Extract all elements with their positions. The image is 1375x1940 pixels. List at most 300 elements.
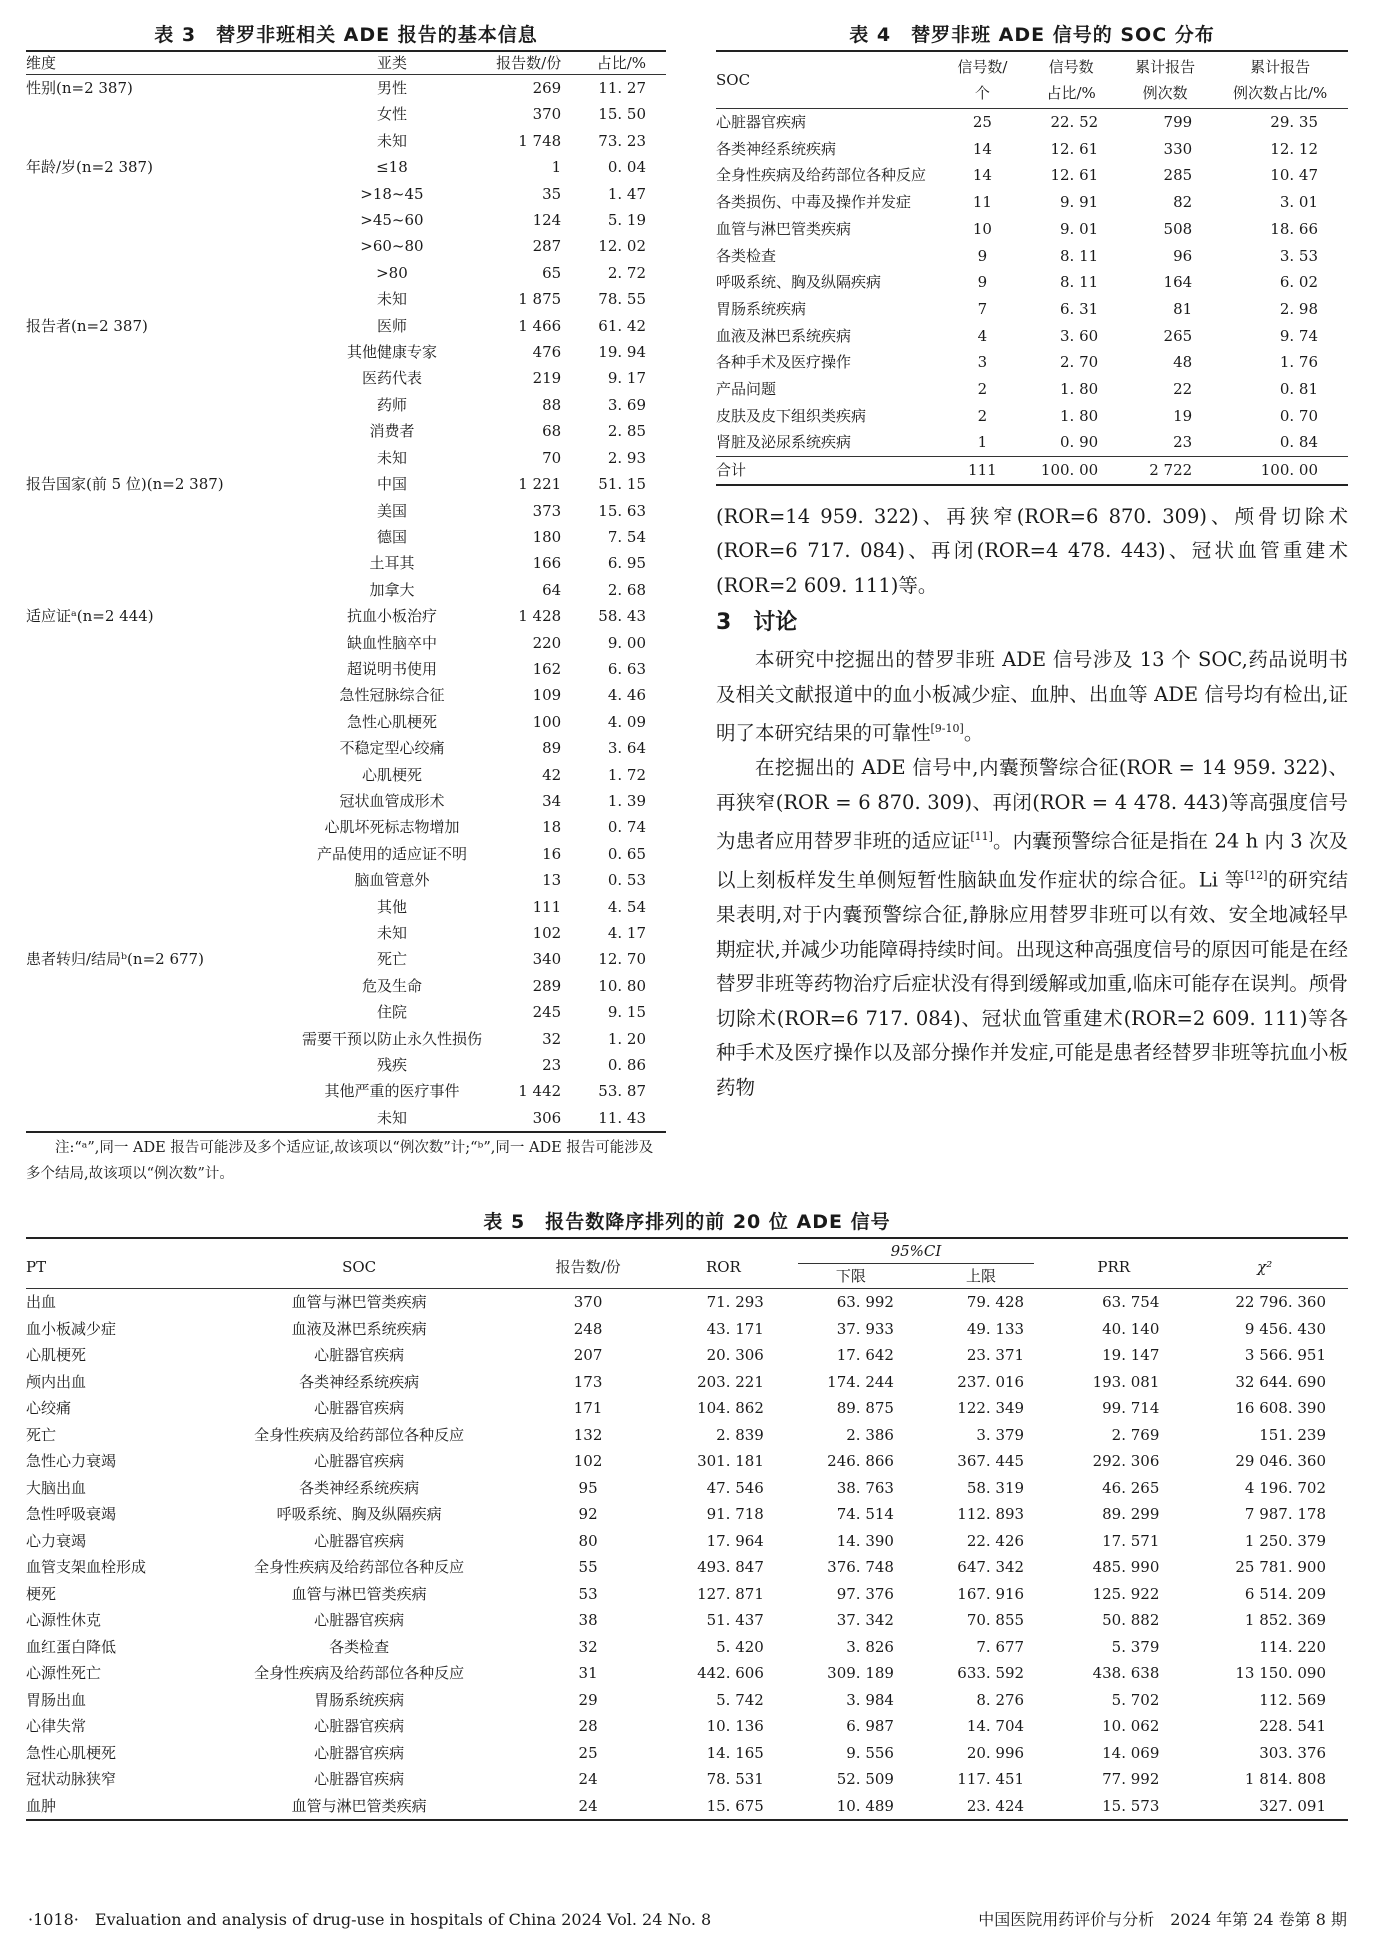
count-cell: 31 xyxy=(578,1664,598,1682)
percent-cell: 11. 43 xyxy=(598,1108,646,1127)
count-cell: 220 xyxy=(532,633,562,652)
table5-header-lower: 下限 xyxy=(835,1267,866,1285)
table3-row xyxy=(26,920,666,946)
chi-square-cell: 29 046. 360 xyxy=(1235,1452,1326,1470)
dimension-cell xyxy=(26,260,292,286)
table5-row xyxy=(26,1369,1348,1396)
table4-header-soc: SOC xyxy=(716,71,751,89)
count-cell: 306 xyxy=(532,1108,562,1127)
soc-cell: 心脏器官疾病 xyxy=(314,1743,405,1762)
prr-cell: 14. 069 xyxy=(1102,1743,1160,1762)
signal-count-cell: 7 xyxy=(977,299,988,318)
count-cell: 53 xyxy=(578,1584,598,1603)
table5-header-upper: 上限 xyxy=(966,1267,997,1285)
cum-percent-cell: 0. 81 xyxy=(1279,380,1318,399)
signal-count-cell: 11 xyxy=(972,193,992,212)
ci-upper-cell: 3. 379 xyxy=(976,1425,1025,1444)
paragraph-text: 在挖掘出的 ADE 信号中,内囊预警综合征(ROR = 14 959. 322)、再狭窄(ROR = 6 870. 309)、再闭(ROR = 4 478. 443)等高强度信号为患者应用替罗非班的适应证 xyxy=(716,756,1348,853)
dimension-cell xyxy=(26,788,292,814)
chi-square-cell: 1 814. 808 xyxy=(1244,1770,1326,1788)
count-cell: 1 428 xyxy=(518,607,562,626)
percent-cell: 3. 69 xyxy=(607,395,646,414)
table3-row xyxy=(26,973,666,999)
ci-lower-cell: 37. 933 xyxy=(836,1319,894,1338)
table5-row xyxy=(26,1448,1348,1475)
soc-cell: 各类检查 xyxy=(716,246,777,265)
subcategory-cell: 未知 xyxy=(376,1108,407,1127)
cum-reports-cell: 23 xyxy=(1173,433,1193,452)
table4 xyxy=(716,50,1348,486)
soc-cell: 血液及淋巴系统疾病 xyxy=(291,1319,427,1338)
cum-percent-cell: 12. 12 xyxy=(1270,139,1318,158)
subcategory-cell: 中国 xyxy=(376,475,407,494)
pt-cell: 胃肠出血 xyxy=(26,1690,87,1709)
ci-lower-cell: 97. 376 xyxy=(836,1584,894,1603)
table3-row xyxy=(26,286,666,312)
dimension-cell xyxy=(26,181,292,207)
ror-cell: 301. 181 xyxy=(697,1452,764,1470)
ci-lower-cell: 10. 489 xyxy=(836,1796,894,1815)
table3-header-subcategory: 亚类 xyxy=(376,54,407,72)
dimension-cell xyxy=(26,207,292,233)
header-line: 累计报告 xyxy=(1250,58,1311,76)
dimension-cell xyxy=(26,867,292,893)
pt-cell: 血肿 xyxy=(26,1796,57,1815)
prr-cell: 50. 882 xyxy=(1102,1611,1160,1629)
pt-cell: 心力衰竭 xyxy=(26,1531,87,1550)
ci-upper-cell: 7. 677 xyxy=(976,1637,1025,1656)
citation-ref: [11] xyxy=(970,830,993,844)
paragraph-text: 。 xyxy=(963,721,984,745)
table5-row xyxy=(26,1395,1348,1422)
percent-cell: 58. 43 xyxy=(598,607,646,626)
table5-header-chi-square: χ² xyxy=(1257,1257,1273,1276)
ror-cell: 47. 546 xyxy=(706,1478,764,1497)
chi-square-cell: 151. 239 xyxy=(1259,1425,1326,1444)
paragraph-text: 。内囊预警综合征是指在 24 h 内 3 次及以上刻板样发生单侧短暂性脑缺血发作症状的综合征。Li 等 xyxy=(716,829,1348,892)
dimension-cell xyxy=(26,682,292,708)
table3-row xyxy=(26,101,666,127)
table3-row xyxy=(26,445,666,471)
percent-cell: 0. 65 xyxy=(607,844,646,863)
chi-square-cell: 228. 541 xyxy=(1259,1717,1326,1735)
table4-row xyxy=(716,429,1348,456)
soc-cell: 产品问题 xyxy=(716,380,777,399)
citation-ref: [9-10] xyxy=(930,722,964,736)
dimension-cell xyxy=(26,365,292,391)
pt-cell: 心肌梗死 xyxy=(26,1346,87,1364)
subcategory-cell: >45~60 xyxy=(360,211,424,230)
prr-cell: 5. 702 xyxy=(1111,1690,1160,1709)
table3-row xyxy=(26,630,666,656)
percent-cell: 0. 53 xyxy=(607,871,646,890)
count-cell: 269 xyxy=(532,79,562,97)
cum-percent-cell: 1. 76 xyxy=(1279,353,1318,372)
table4-row xyxy=(716,349,1348,376)
prr-cell: 5. 379 xyxy=(1111,1637,1160,1656)
table3-body xyxy=(26,75,666,1133)
table5-row xyxy=(26,1289,1348,1316)
signal-count-cell: 3 xyxy=(977,353,988,372)
subcategory-cell: 死亡 xyxy=(376,950,407,969)
ci-lower-cell: 376. 748 xyxy=(827,1558,894,1576)
ror-cell: 5. 742 xyxy=(716,1690,764,1709)
cum-reports-cell: 330 xyxy=(1163,139,1193,158)
ci-upper-cell: 633. 592 xyxy=(957,1664,1025,1682)
table5-header-pt: PT xyxy=(26,1257,47,1276)
ci-lower-cell: 9. 556 xyxy=(846,1743,894,1762)
dimension-cell xyxy=(26,841,292,867)
soc-cell: 全身性疾病及给药部位各种反应 xyxy=(254,1558,465,1576)
percent-cell: 2. 93 xyxy=(607,448,646,467)
table3-row xyxy=(26,709,666,735)
prr-cell: 17. 571 xyxy=(1102,1531,1160,1550)
table4-row xyxy=(716,243,1348,270)
count-cell: 1 xyxy=(551,158,562,177)
signal-percent-cell: 1. 80 xyxy=(1060,380,1099,399)
ror-cell: 51. 437 xyxy=(706,1611,764,1629)
subcategory-cell: >18~45 xyxy=(360,184,424,203)
table4-body xyxy=(716,109,1348,485)
table3-row xyxy=(26,365,666,391)
ror-cell: 442. 606 xyxy=(697,1664,764,1682)
count-cell: 70 xyxy=(542,448,562,467)
table3-header-dimension: 维度 xyxy=(26,54,57,72)
subcategory-cell: 未知 xyxy=(376,448,407,467)
table5-header-count: 报告数/份 xyxy=(555,1257,621,1276)
ror-cell: 127. 871 xyxy=(697,1584,764,1603)
percent-cell: 1. 39 xyxy=(607,791,646,810)
table3-row xyxy=(26,550,666,576)
chi-square-cell: 327. 091 xyxy=(1259,1796,1326,1815)
subcategory-cell: >60~80 xyxy=(360,237,424,256)
percent-cell: 0. 86 xyxy=(607,1056,646,1075)
soc-cell: 全身性疾病及给药部位各种反应 xyxy=(716,166,927,185)
table5-row xyxy=(26,1316,1348,1343)
count-cell: 180 xyxy=(532,527,562,546)
pt-cell: 血管支架血栓形成 xyxy=(26,1558,147,1576)
table5-row xyxy=(26,1660,1348,1687)
percent-cell: 2. 72 xyxy=(607,263,646,282)
subcategory-cell: 超说明书使用 xyxy=(346,659,437,678)
ci-lower-cell: 38. 763 xyxy=(836,1478,894,1497)
count-cell: 13 xyxy=(542,871,562,890)
cum-percent-cell: 100. 00 xyxy=(1212,457,1348,485)
ci-lower-cell: 174. 244 xyxy=(827,1372,894,1391)
paragraph-text: 的研究结果表明,对于内囊预警综合征,静脉应用替罗非班可以有效、安全地减轻早期症状,并减少功能障碍持续时间。出现这种高强度信号的原因可能是在经替罗非班等药物治疗后症状没有得到缓解或加重,临床可能存在误判。颅骨切除术(ROR=6 717. 084)、冠状血管重建术(ROR=2 609. 111)等各种手术及医疗操作以及部分操作并发症,可能是患者经替罗非班等抗血小板药物 xyxy=(716,868,1348,1099)
table3-row xyxy=(26,181,666,207)
dimension-cell xyxy=(26,709,292,735)
signal-percent-cell: 22. 52 xyxy=(1050,113,1099,131)
table3-row xyxy=(26,656,666,682)
table4-row xyxy=(716,216,1348,243)
ci-lower-cell: 52. 509 xyxy=(836,1770,894,1788)
subcategory-cell: 心肌梗死 xyxy=(361,765,422,784)
count-cell: 166 xyxy=(532,554,562,573)
count-cell: 88 xyxy=(542,395,562,414)
soc-cell: 血液及淋巴系统疾病 xyxy=(716,326,852,345)
soc-cell: 血管与淋巴管类疾病 xyxy=(291,1796,427,1815)
percent-cell: 1. 72 xyxy=(607,765,646,784)
dimension-cell xyxy=(26,656,292,682)
table5-header-soc: SOC xyxy=(342,1257,377,1276)
soc-cell: 呼吸系统、胸及纵隔疾病 xyxy=(716,273,882,292)
cum-percent-cell: 29. 35 xyxy=(1270,113,1318,131)
pt-cell: 急性心力衰竭 xyxy=(26,1452,117,1470)
table4-row xyxy=(716,109,1348,136)
soc-cell: 各类检查 xyxy=(329,1637,390,1656)
table3-row xyxy=(26,867,666,893)
signal-percent-cell: 3. 60 xyxy=(1060,326,1099,345)
percent-cell: 1. 20 xyxy=(607,1029,646,1048)
count-cell: 28 xyxy=(578,1717,598,1735)
signal-count-cell: 14 xyxy=(972,139,992,158)
percent-cell: 4. 46 xyxy=(607,686,646,705)
chi-square-cell: 303. 376 xyxy=(1259,1743,1326,1762)
signal-percent-cell: 9. 91 xyxy=(1060,193,1099,212)
percent-cell: 4. 09 xyxy=(607,712,646,731)
subcategory-cell: 加拿大 xyxy=(369,580,415,599)
dimension-cell: 患者转归/结局ᵇ(n=2 677) xyxy=(26,950,204,969)
chi-square-cell: 6 514. 209 xyxy=(1244,1584,1326,1603)
percent-cell: 6. 63 xyxy=(607,659,646,678)
table4-row xyxy=(716,296,1348,323)
count-cell: 32 xyxy=(578,1637,598,1656)
prr-cell: 15. 573 xyxy=(1102,1796,1160,1815)
signal-count-cell: 14 xyxy=(972,166,992,185)
count-cell: 287 xyxy=(532,237,562,256)
dimension-cell: 适应证ᵃ(n=2 444) xyxy=(26,607,154,626)
dimension-cell: 报告者(n=2 387) xyxy=(26,316,148,335)
soc-cell: 各类神经系统疾病 xyxy=(299,1478,420,1497)
dimension-cell xyxy=(26,1105,292,1132)
subcategory-cell: 未知 xyxy=(376,131,407,150)
cum-reports-cell: 48 xyxy=(1173,353,1193,372)
soc-cell: 呼吸系统、胸及纵隔疾病 xyxy=(276,1505,442,1523)
ror-cell: 78. 531 xyxy=(706,1770,764,1788)
count-cell: 1 442 xyxy=(518,1082,562,1101)
subcategory-cell: 消费者 xyxy=(369,422,415,441)
table4-row xyxy=(716,376,1348,403)
percent-cell: 2. 85 xyxy=(607,422,646,441)
soc-cell: 心脏器官疾病 xyxy=(314,1452,405,1470)
count-cell: 102 xyxy=(573,1452,603,1470)
prr-cell: 485. 990 xyxy=(1092,1558,1160,1576)
ci-lower-cell: 74. 514 xyxy=(836,1505,894,1523)
percent-cell: 5. 19 xyxy=(607,211,646,230)
paragraph-discussion-2 xyxy=(716,751,1348,1105)
chi-square-cell: 4 196. 702 xyxy=(1244,1478,1326,1497)
count-cell: 245 xyxy=(532,1003,562,1022)
table3-row xyxy=(26,1026,666,1052)
count-cell: 171 xyxy=(573,1399,603,1417)
count-cell: 207 xyxy=(573,1346,603,1364)
chi-square-cell: 25 781. 900 xyxy=(1235,1558,1326,1576)
chi-square-cell: 1 852. 369 xyxy=(1244,1611,1326,1629)
ci-lower-cell: 309. 189 xyxy=(827,1664,894,1682)
table4-header-signal-percent xyxy=(1024,51,1118,109)
count-cell: 124 xyxy=(532,211,562,230)
ci-lower-cell: 14. 390 xyxy=(836,1531,894,1550)
subcategory-cell: 其他 xyxy=(376,897,407,916)
prr-cell: 438. 638 xyxy=(1092,1664,1160,1682)
signal-percent-cell: 6. 31 xyxy=(1060,299,1099,318)
dimension-cell xyxy=(26,128,292,154)
chi-square-cell: 1 250. 379 xyxy=(1244,1531,1326,1550)
soc-cell: 胃肠系统疾病 xyxy=(314,1690,405,1709)
dimension-cell xyxy=(26,550,292,576)
signal-count-cell: 111 xyxy=(941,457,1025,485)
count-cell: 162 xyxy=(532,659,562,678)
table3-row xyxy=(26,603,666,629)
subcategory-cell: 医药代表 xyxy=(361,369,422,388)
section-title-discussion: 3 讨论 xyxy=(716,610,798,636)
ci-upper-cell: 23. 371 xyxy=(966,1346,1025,1364)
signal-count-cell: 1 xyxy=(977,433,988,452)
table3-row xyxy=(26,207,666,233)
soc-cell: 心脏器官疾病 xyxy=(314,1399,405,1417)
soc-cell: 胃肠系统疾病 xyxy=(716,299,807,318)
table3-row xyxy=(26,498,666,524)
count-cell: 1 875 xyxy=(518,290,562,309)
percent-cell: 12. 70 xyxy=(598,950,646,969)
count-cell: 64 xyxy=(542,580,562,599)
table5-row xyxy=(26,1687,1348,1714)
signal-count-cell: 2 xyxy=(977,380,988,399)
table4-title: 表 4 替罗非班 ADE 信号的 SOC 分布 xyxy=(849,24,1215,46)
paragraph-discussion-1 xyxy=(716,643,1348,751)
count-cell: 23 xyxy=(542,1056,562,1075)
count-cell: 92 xyxy=(578,1505,598,1523)
table3-row xyxy=(26,128,666,154)
table3-header-row xyxy=(26,51,666,75)
percent-cell: 0. 04 xyxy=(607,158,646,177)
count-cell: 370 xyxy=(532,105,562,124)
percent-cell: 9. 15 xyxy=(607,1003,646,1022)
signal-percent-cell: 9. 01 xyxy=(1060,219,1099,238)
dimension-cell xyxy=(26,1026,292,1052)
table4-header-cum-reports xyxy=(1118,51,1212,109)
signal-percent-cell: 8. 11 xyxy=(1060,246,1099,265)
count-cell: 55 xyxy=(578,1558,598,1576)
ci-lower-cell: 246. 866 xyxy=(827,1452,894,1470)
subcategory-cell: 心肌坏死标志物增加 xyxy=(324,818,460,837)
percent-cell: 7. 54 xyxy=(607,527,646,546)
percent-cell: 53. 87 xyxy=(598,1082,646,1101)
count-cell: 42 xyxy=(542,765,562,784)
signal-percent-cell: 12. 61 xyxy=(1050,139,1099,158)
table3-row xyxy=(26,682,666,708)
dimension-cell xyxy=(26,445,292,471)
percent-cell: 73. 23 xyxy=(598,131,646,150)
table5-body xyxy=(26,1289,1348,1821)
soc-cell: 肾脏及泌尿系统疾病 xyxy=(716,433,852,452)
count-cell: 219 xyxy=(532,369,562,388)
table5-row xyxy=(26,1740,1348,1767)
dimension-cell xyxy=(26,577,292,603)
table3-row xyxy=(26,735,666,761)
table4-row xyxy=(716,403,1348,430)
ror-cell: 493. 847 xyxy=(697,1558,764,1576)
cum-percent-cell: 2. 98 xyxy=(1279,299,1318,318)
ci-upper-cell: 23. 424 xyxy=(966,1796,1025,1815)
percent-cell: 51. 15 xyxy=(598,475,646,494)
cum-percent-cell: 9. 74 xyxy=(1279,326,1318,345)
table5-row xyxy=(26,1766,1348,1793)
table3-title: 表 3 替罗非班相关 ADE 报告的基本信息 xyxy=(154,24,538,46)
ci-upper-cell: 79. 428 xyxy=(966,1293,1025,1311)
soc-cell: 血管与淋巴管类疾病 xyxy=(291,1584,427,1603)
table3-row xyxy=(26,788,666,814)
count-cell: 173 xyxy=(573,1372,603,1391)
footer-journal-chinese: 中国医院用药评价与分析 2024 年第 24 卷第 8 期 xyxy=(978,1910,1347,1929)
soc-cell: 全身性疾病及给药部位各种反应 xyxy=(254,1664,465,1682)
dimension-cell xyxy=(26,286,292,312)
header-line: 信号数 xyxy=(1048,58,1094,76)
table3-row xyxy=(26,313,666,339)
percent-cell: 1. 47 xyxy=(607,184,646,203)
header-line: 例次数 xyxy=(1142,84,1188,102)
ci-upper-cell: 8. 276 xyxy=(976,1690,1025,1709)
subcategory-cell: 需要干预以防止永久性损伤 xyxy=(301,1029,482,1048)
table4-header-signal-count xyxy=(941,51,1025,109)
ror-cell: 15. 675 xyxy=(706,1796,764,1815)
dimension-cell xyxy=(26,894,292,920)
subcategory-cell: 土耳其 xyxy=(369,554,415,573)
table3-row xyxy=(26,999,666,1025)
signal-percent-cell: 2. 70 xyxy=(1060,353,1099,372)
header-line: 占比/% xyxy=(1046,84,1096,102)
table3-header-percent: 占比/% xyxy=(596,54,646,72)
dimension-cell: 性别(n=2 387) xyxy=(26,79,133,97)
table3-row xyxy=(26,1078,666,1104)
cum-reports-cell: 19 xyxy=(1173,406,1193,425)
ci-upper-cell: 122. 349 xyxy=(957,1399,1025,1417)
soc-cell: 心脏器官疾病 xyxy=(716,113,807,131)
count-cell: 34 xyxy=(542,791,562,810)
table5-row xyxy=(26,1475,1348,1502)
count-cell: 111 xyxy=(532,897,562,916)
table3-row xyxy=(26,1105,666,1132)
table3-row xyxy=(26,471,666,497)
ror-cell: 104. 862 xyxy=(697,1399,764,1417)
table3-header-count: 报告数/份 xyxy=(496,54,562,72)
pt-cell: 血红蛋白降低 xyxy=(26,1637,117,1656)
table5-row xyxy=(26,1634,1348,1661)
table5-header-prr: PRR xyxy=(1097,1257,1131,1276)
count-cell: 370 xyxy=(573,1293,603,1311)
table3-note: 注:“ᵃ”,同一 ADE 报告可能涉及多个适应证,故该项以“例次数”计;“ᵇ”,同一 ADE 报告可能涉及多个结局,故该项以“例次数”计。 xyxy=(26,1140,654,1183)
count-cell: 16 xyxy=(542,844,562,863)
ror-cell: 14. 165 xyxy=(706,1743,764,1762)
table5-row xyxy=(26,1713,1348,1740)
prr-cell: 40. 140 xyxy=(1102,1319,1160,1338)
percent-cell: 15. 63 xyxy=(598,501,646,520)
ci-upper-cell: 70. 855 xyxy=(966,1611,1025,1629)
citation-ref: [12] xyxy=(1244,869,1268,883)
percent-cell: 10. 80 xyxy=(598,976,646,995)
count-cell: 24 xyxy=(578,1770,598,1788)
chi-square-cell: 22 796. 360 xyxy=(1235,1293,1326,1311)
table3-row xyxy=(26,894,666,920)
table4-row xyxy=(716,323,1348,350)
signal-count-cell: 2 xyxy=(977,406,988,425)
cum-reports-cell: 82 xyxy=(1173,193,1193,212)
cum-percent-cell: 6. 02 xyxy=(1279,273,1318,292)
count-cell: 1 221 xyxy=(518,475,562,494)
subcategory-cell: 住院 xyxy=(376,1003,407,1022)
percent-cell: 3. 64 xyxy=(607,739,646,758)
